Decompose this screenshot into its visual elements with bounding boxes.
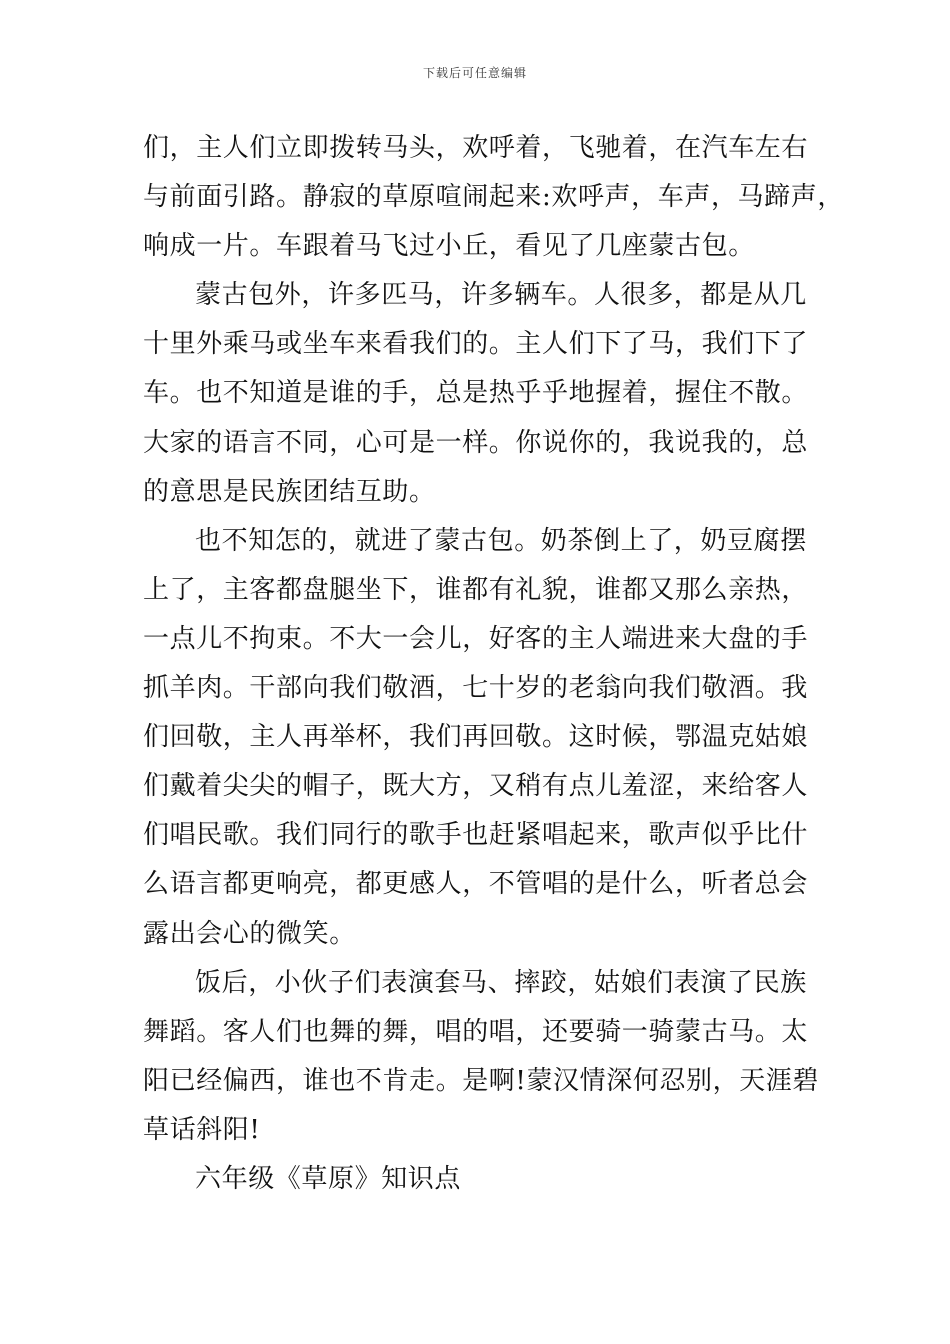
page-header-note: 下载后可任意编辑 [422,66,527,80]
text-line: 的意思是民族团结互助。 [143,476,436,507]
text-line: 们唱民歌。我们同行的歌手也赶紧唱起来，歌声似乎比什 [143,820,809,851]
text-line: 响成一片。车跟着马飞过小丘，看见了几座蒙古包。 [143,231,755,262]
text-line: 露出会心的微笑。 [143,918,356,949]
text-line: 么语言都更响亮，都更感人，不管唱的是什么，听者总会 [143,869,809,900]
text-line: 也不知怎的，就进了蒙古包。奶茶倒上了，奶豆腐摆 [195,525,807,556]
text-line: 抓羊肉。干部向我们敬酒，七十岁的老翁向我们敬酒。我 [143,673,809,704]
text-line: 蒙古包外，许多匹马，许多辆车。人很多，都是从几 [195,280,807,311]
document-body [143,124,844,1204]
text-line: 十里外乘马或坐车来看我们的。主人们下了马，我们下了 [143,329,809,360]
text-line: 阳已经偏西，谁也不肯走。是啊!蒙汉情深何忍别，天涯碧 [143,1065,820,1096]
text-line: 舞蹈。客人们也舞的舞，唱的唱，还要骑一骑蒙古马。太 [143,1016,809,1047]
text-line: 一点儿不拘束。不大一会儿，好客的主人端进来大盘的手 [143,623,809,654]
text-line: 大家的语言不同，心可是一样。你说你的，我说我的，总 [143,427,809,458]
text-line: 车。也不知道是谁的手，总是热乎乎地握着，握住不散。 [143,378,809,409]
text-line: 六年级《草原》知识点 [195,1163,462,1194]
text-line: 们戴着尖尖的帽子，既大方，又稍有点儿羞涩，来给客人 [143,771,809,802]
text-line: 饭后，小伙子们表演套马、摔跤，姑娘们表演了民族 [195,967,807,998]
text-line: 上了，主客都盘腿坐下，谁都有礼貌，谁都又那么亲热， [143,574,809,605]
text-line: 们，主人们立即拨转马头，欢呼着，飞驰着，在汽车左右 [143,133,809,163]
text-line: 草话斜阳! [143,1114,261,1145]
text-line: 们回敬，主人再举杯，我们再回敬。这时候，鄂温克姑娘 [143,722,809,753]
text-line: 与前面引路。静寂的草原喧闹起来:欢呼声，车声，马蹄声， [143,182,844,213]
